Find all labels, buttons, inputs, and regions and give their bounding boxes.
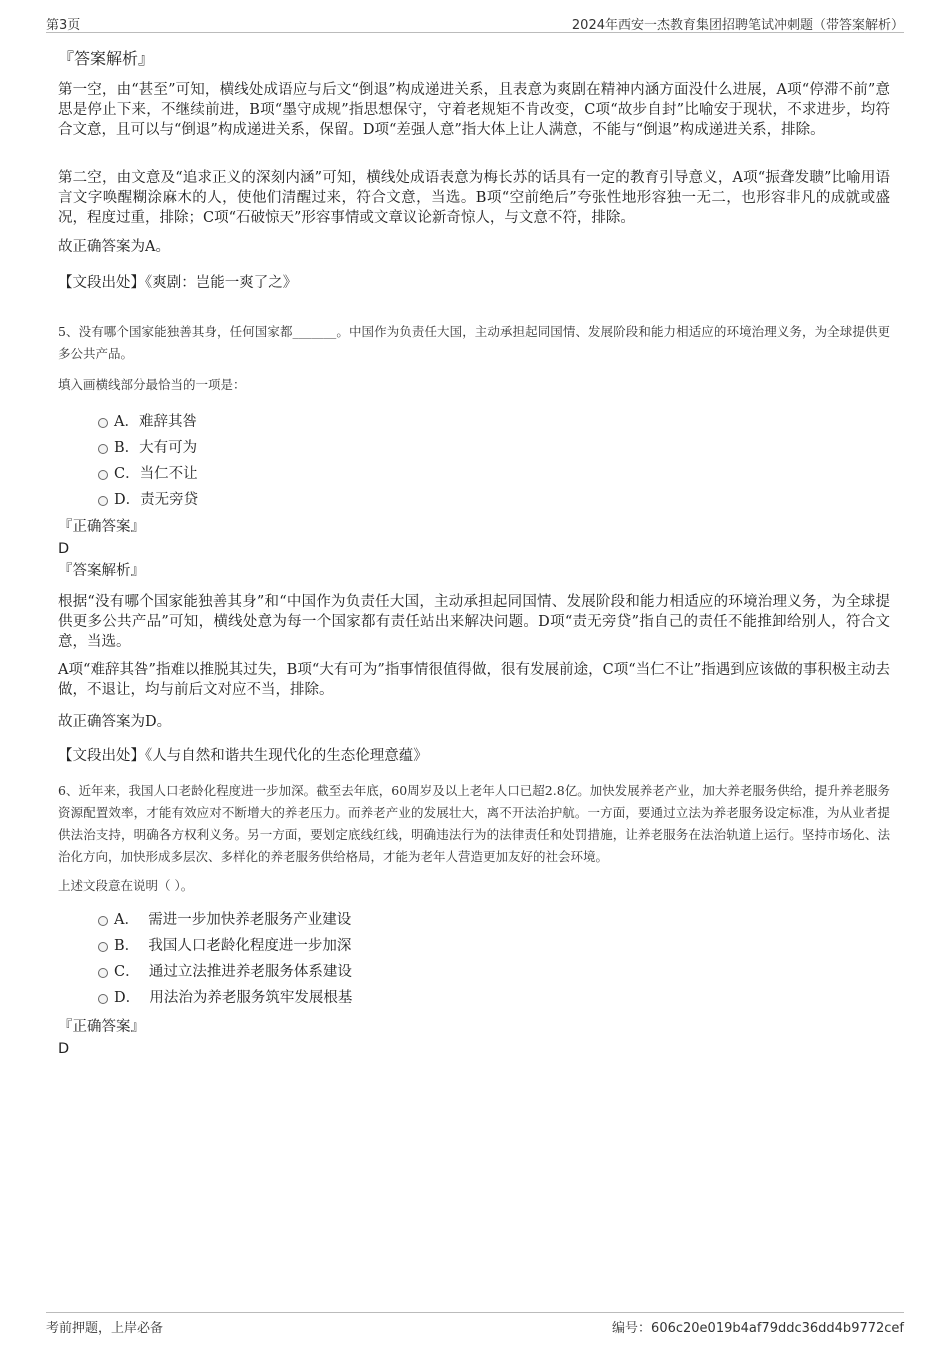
q6-correct-answer: D — [58, 1041, 70, 1057]
document-code: 编号：606c20e019b4af79ddc36dd4b9772cef — [612, 1321, 904, 1336]
q5-options — [58, 409, 890, 513]
radio-button-icon[interactable] — [98, 418, 108, 428]
radio-button-icon[interactable] — [98, 496, 108, 506]
q6-stem: 6、近年来，我国人口老龄化程度进一步加深。截至去年底，60周岁及以上老年人口已超2.8亿。加快发展养老产业，加大养老服务供给，提升养老服务资源配置效率，才能有效应对不断增大的养老压力。而养老产业的发展壮大，离不开法治护航。一方面，要通过立法为养老服务设定标准，为从业者提供法治支持，明确各方权利义务。另一方面，要划定底线红线，明确违法行为的法律责任和处罚措施，让养老服务在法治轨道上运行。坚持市场化、法治化方向，加快形成多层次、多样化的养老服务供给格局，才能为老年人营造更加友好的社会环境。 — [58, 783, 890, 864]
q5-stem: 5、没有哪个国家能独善其身，任何国家都_______。中国作为负责任大国，主动承担起同国情、发展阶段和能力相适应的环境治理义务，为全球提供更多公共产品。 — [58, 324, 890, 361]
q4-analysis-title: 『答案解析』 — [58, 49, 155, 68]
q6-prompt: 上述文段意在说明（ ）。 — [58, 878, 194, 893]
q5-source: 【文段出处】《人与自然和谐共生现代化的生态伦理意蕴》 — [58, 748, 428, 764]
q6-correct-title: 『正确答案』 — [58, 1019, 145, 1035]
q4-analysis-paragraph-2: 第二空，由文意及“追求正义的深刻内涵”可知，横线处成语表意为梅长苏的话具有一定的教育引导意义，A项“振聋发聩”比喻用语言文字唤醒糊涂麻木的人，使他们清醒过来，符合文意，当选。B项“空前绝后”夸张性地形容独一无二，也形容非凡的成就或盛况，程度过重，排除；C项“石破惊天”形容事情或文章议论新奇惊人，与文意不符，排除。 — [58, 170, 890, 226]
radio-button-icon[interactable] — [98, 968, 108, 978]
q5-option-d[interactable]: D．责无旁贷 — [58, 487, 890, 513]
q5-correct-title: 『正确答案』 — [58, 519, 145, 535]
q5-analysis-title: 『答案解析』 — [58, 563, 145, 579]
q5-option-c[interactable]: C．当仁不让 — [58, 461, 890, 487]
radio-button-icon[interactable] — [98, 444, 108, 454]
page-footer — [46, 1312, 904, 1335]
page-header — [46, 12, 904, 33]
q6-option-d[interactable]: D． 用法治为养老服务筑牢发展根基 — [58, 985, 890, 1011]
q6-option-c[interactable]: C． 通过立法推进养老服务体系建设 — [58, 959, 890, 985]
q6-option-a[interactable]: A． 需进一步加快养老服务产业建设 — [58, 907, 890, 933]
q5-option-a[interactable]: A．难辞其咎 — [58, 409, 890, 435]
radio-button-icon[interactable] — [98, 470, 108, 480]
q4-source: 【文段出处】《爽剧：岂能一爽了之》 — [58, 275, 298, 291]
q5-prompt: 填入画横线部分最恰当的一项是： — [58, 377, 246, 392]
footer-slogan: 考前押题，上岸必备 — [46, 1321, 164, 1336]
q4-analysis-paragraph-1: 第一空，由“甚至”可知，横线处成语应与后文“倒退”构成递进关系，且表意为爽剧在精神内涵方面没什么进展，A项“停滞不前”意思是停止下来，不继续前进，B项“墨守成规”指思想保守，守着老规矩不肯改变，C项“故步自封”比喻安于现状，不求进步，均符合文意，且可以与“倒退”构成递进关系，保留。D项“差强人意”指大体上让人满意，不能与“倒退”构成递进关系，排除。 — [58, 82, 890, 138]
q6-options — [58, 907, 890, 1011]
q5-correct-answer: D — [58, 541, 70, 557]
q4-conclusion: 故正确答案为A。 — [58, 239, 170, 255]
radio-button-icon[interactable] — [98, 942, 108, 952]
radio-button-icon[interactable] — [98, 994, 108, 1004]
radio-button-icon[interactable] — [98, 916, 108, 926]
q5-conclusion: 故正确答案为D。 — [58, 714, 172, 730]
q5-analysis-paragraph-1: 根据“没有哪个国家能独善其身”和“中国作为负责任大国，主动承担起同国情、发展阶段和能力相适应的环境治理义务，为全球提供更多公共产品”可知，横线处意为每一个国家都有责任站出来解决问题。D项“责无旁贷”指自己的责任不能推卸给别人，符合文意，当选。 — [58, 594, 890, 650]
page-number: 第3页 — [46, 18, 81, 33]
q5-option-b[interactable]: B．大有可为 — [58, 435, 890, 461]
q6-option-b[interactable]: B． 我国人口老龄化程度进一步加深 — [58, 933, 890, 959]
q5-analysis-paragraph-2: A项“难辞其咎”指难以推脱其过失，B项“大有可为”指事情很值得做，很有发展前途，C项“当仁不让”指遇到应该做的事积极主动去做，不退让，均与前后文对应不当，排除。 — [58, 662, 890, 698]
document-title: 2024年西安一杰教育集团招聘笔试冲刺题（带答案解析） — [571, 18, 904, 33]
